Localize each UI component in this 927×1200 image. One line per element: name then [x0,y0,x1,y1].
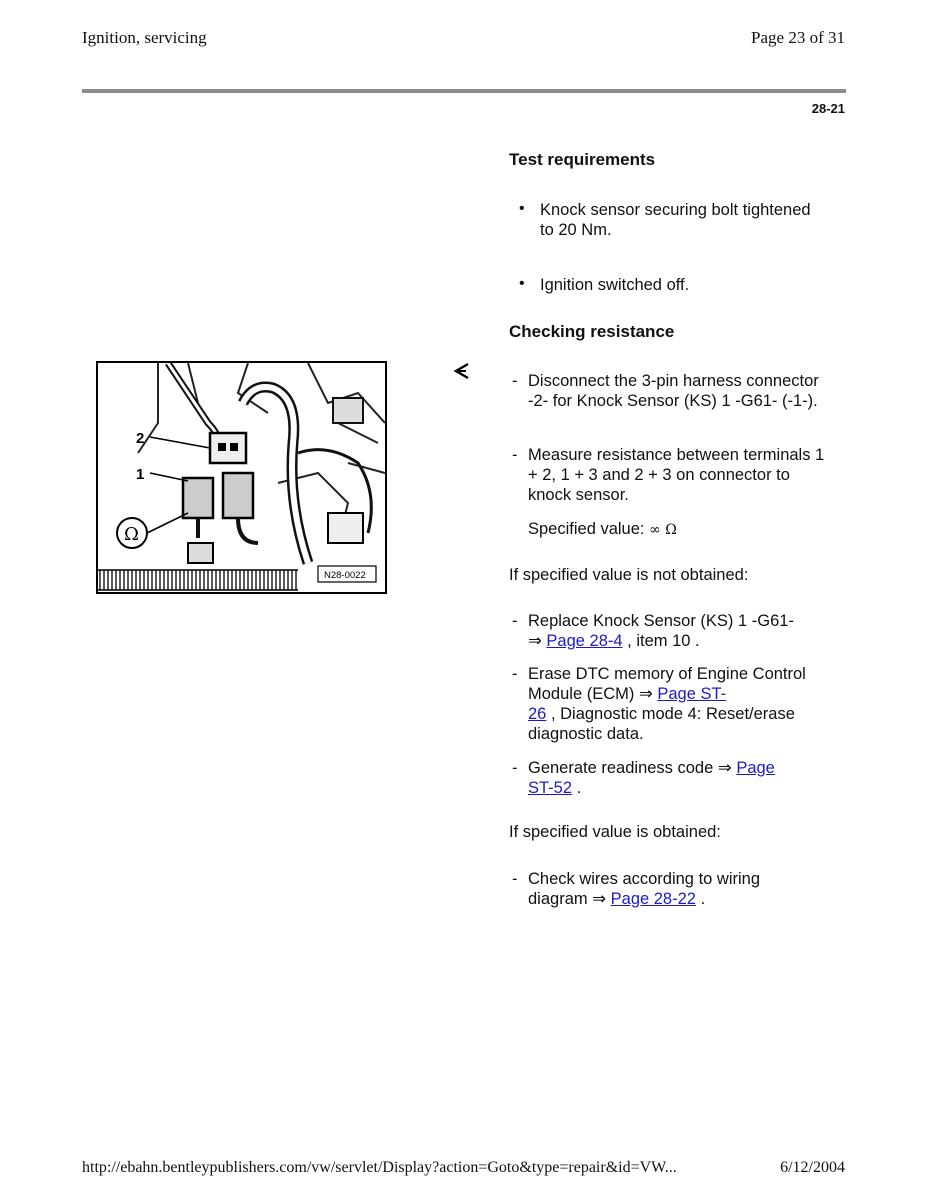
header-rule [82,89,846,93]
step-text: Disconnect the 3-pin harness connector -2- for Knock Sensor (KS) 1 -G61- (-1-). [528,372,819,410]
step-dash: - [512,612,518,630]
step-text: Measure resistance between terminals 1 + 2, 1 + 3 and 2 + 3 on connector to knock sensor. [528,446,825,504]
header-title: Ignition, servicing [82,28,207,47]
bullet-text: Knock sensor securing bolt tightened to 20 Nm. [540,201,811,239]
figure-label-1: 1 [136,466,145,483]
step-dash: - [512,372,518,390]
arrow-icon: ⇒ [717,759,732,777]
step-text-pre: Generate readiness code [528,759,714,777]
step-text [528,869,828,909]
arrow-icon: ⇒ [592,890,607,908]
arrow-icon: ⇒ [638,685,653,703]
figure-label-2: 2 [136,430,145,447]
link-page-28-4[interactable]: Page 28-4 [546,632,623,650]
figure-code: N28-0022 [324,570,366,581]
bullet-dot-icon: • [519,200,525,217]
engine-illustration [98,363,385,592]
specified-symbol: ∞ Ω [649,522,677,538]
step-text-post: . [576,779,582,797]
arrow-icon: ⇒ [528,632,542,650]
link-page-st-26[interactable]: Page ST- 26 [528,685,727,723]
step-dash: - [512,870,518,888]
step-text-pre: Check wires according to wiring [528,870,761,888]
link-page-28-22[interactable]: Page 28-22 [610,890,696,908]
step-dash: - [512,759,518,777]
test-requirements-heading: Test requirements [509,150,656,169]
step-text-pre: Erase DTC memory of Engine Control Module (ECM) [528,665,806,703]
bullet-text: Ignition switched off. [540,276,690,294]
bullet-dot-icon: • [519,275,525,292]
step-text-post: , Diagnostic mode 4: Reset/erase diagnostic data. [528,705,795,743]
step-text-pre: Replace Knock Sensor (KS) 1 -G61- [528,612,794,630]
header-page-count: Page 23 of 31 [751,28,845,47]
link-page-st-52[interactable]: Page ST-52 [528,759,775,797]
step-text-post: , item 10 . [627,632,700,650]
footer-url: http://ebahn.bentleypublishers.com/vw/servlet/Display?action=Goto&type=repair&id=VW... [82,1159,677,1176]
specified-value [528,519,828,540]
obtained-intro: If specified value is obtained: [509,823,721,841]
checking-resistance-heading: Checking resistance [509,322,675,341]
footer-date: 6/12/2004 [780,1159,845,1176]
step-text-post: . [700,890,706,908]
knock-sensor-figure [96,361,387,594]
step-text [528,664,828,744]
step-dash: - [512,665,518,683]
ohm-icon: Ω [124,524,139,545]
step-text-pre2: diagram [528,890,588,908]
step-text [528,611,828,651]
specified-label: Specified value: [528,520,645,538]
step-dash: - [512,446,518,464]
figure-pointer-icon [452,362,470,380]
not-obtained-intro: If specified value is not obtained: [509,566,749,584]
section-number: 28-21 [811,101,845,116]
step-text [528,758,828,798]
